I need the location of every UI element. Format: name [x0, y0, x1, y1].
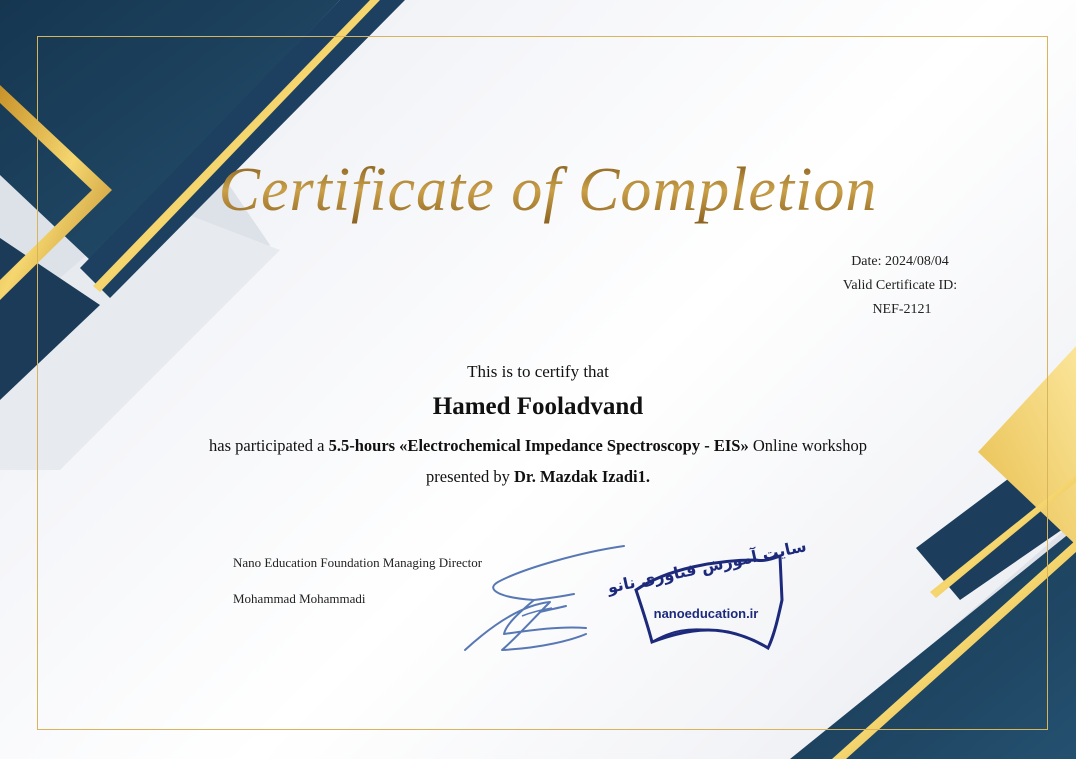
- issue-date: Date: 2024/08/04: [851, 254, 949, 269]
- presenter-statement: [0, 467, 1076, 487]
- certificate-title: [0, 128, 1076, 248]
- seal-url: nanoeducation.ir: [653, 606, 759, 621]
- recipient-name: Hamed Fooladvand: [432, 393, 644, 420]
- participation-statement: [0, 436, 1076, 456]
- certify-statement: This is to certify that: [467, 362, 609, 381]
- presenter-name: Dr. Mazdak Izadi1.: [514, 467, 650, 486]
- certificate-id-label: Valid Certificate ID:: [842, 278, 958, 293]
- handwritten-signature: [462, 538, 632, 660]
- participation-suffix: Online workshop: [752, 436, 867, 455]
- certificate-id-value: NEF-2121: [872, 302, 932, 317]
- seal-persian-text: سایت آموزش فناوری نانو: [605, 536, 809, 598]
- nanoeducation-seal: [605, 536, 809, 653]
- certificate-meta: [820, 250, 980, 322]
- certificate-title-text: Certificate of Completion: [218, 156, 878, 224]
- presented-by-prefix: presented by: [426, 467, 510, 486]
- participation-prefix: has participated a: [209, 436, 325, 455]
- signatory-name: Mohammad Mohammadi: [233, 591, 366, 606]
- course-detail: 5.5-hours «Electrochemical Impedance Spectroscopy - EIS»: [328, 436, 749, 455]
- signatory-title: Nano Education Foundation Managing Director: [233, 555, 483, 570]
